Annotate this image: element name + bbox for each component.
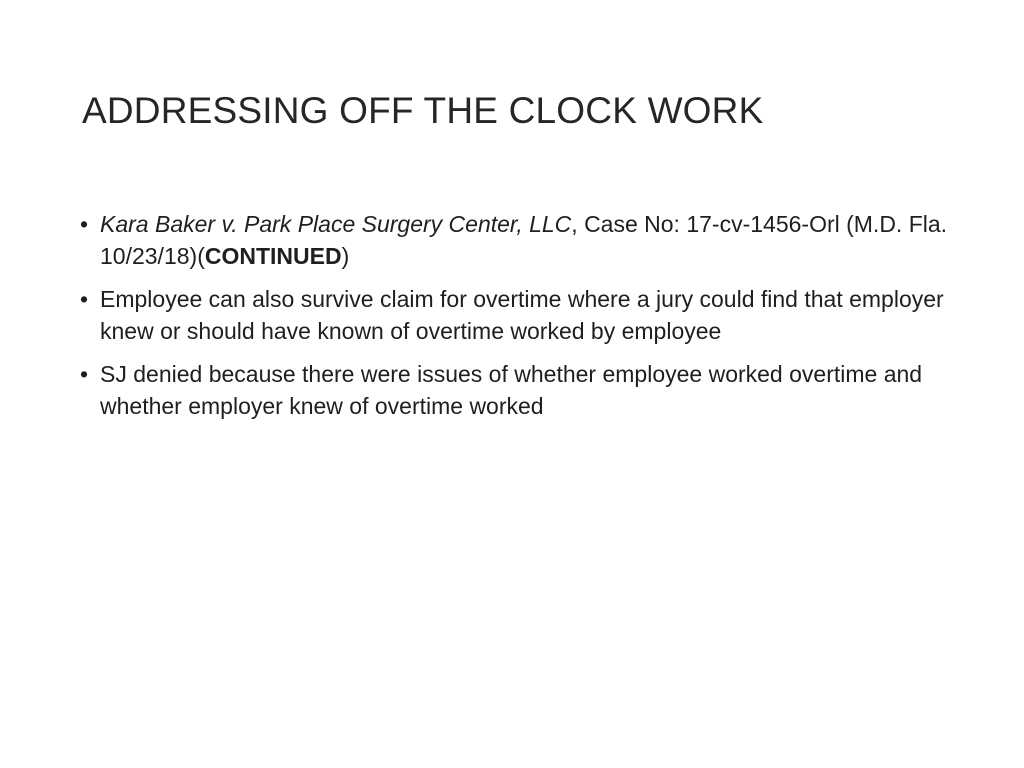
bullet-item-overtime-claim — [80, 283, 950, 347]
bullet-list — [80, 208, 950, 433]
continued-label: CONTINUED — [204, 243, 342, 269]
bullet-text: SJ denied because there were issues of whether employee worked overtime and whether employer knew of overtime worked — [100, 361, 923, 419]
bullet-icon: • — [80, 211, 89, 237]
case-name: Kara Baker v. Park Place Surgery Center, LLC — [100, 211, 572, 237]
case-citation: , Case No: 17-cv-1456-Orl (M.D. Fla. 10/23/18)( — [100, 211, 948, 269]
bullet-icon: • — [80, 361, 89, 387]
bullet-text: Employee can also survive claim for overtime where a jury could find that employer knew or should have known of overtime worked by employee — [100, 286, 944, 344]
slide-title: ADDRESSING OFF THE CLOCK WORK — [82, 90, 764, 131]
bullet-icon: • — [80, 286, 89, 312]
bullet-item-case — [80, 208, 950, 272]
closing-paren: ) — [341, 243, 350, 269]
bullet-item-sj-denied — [80, 358, 950, 422]
